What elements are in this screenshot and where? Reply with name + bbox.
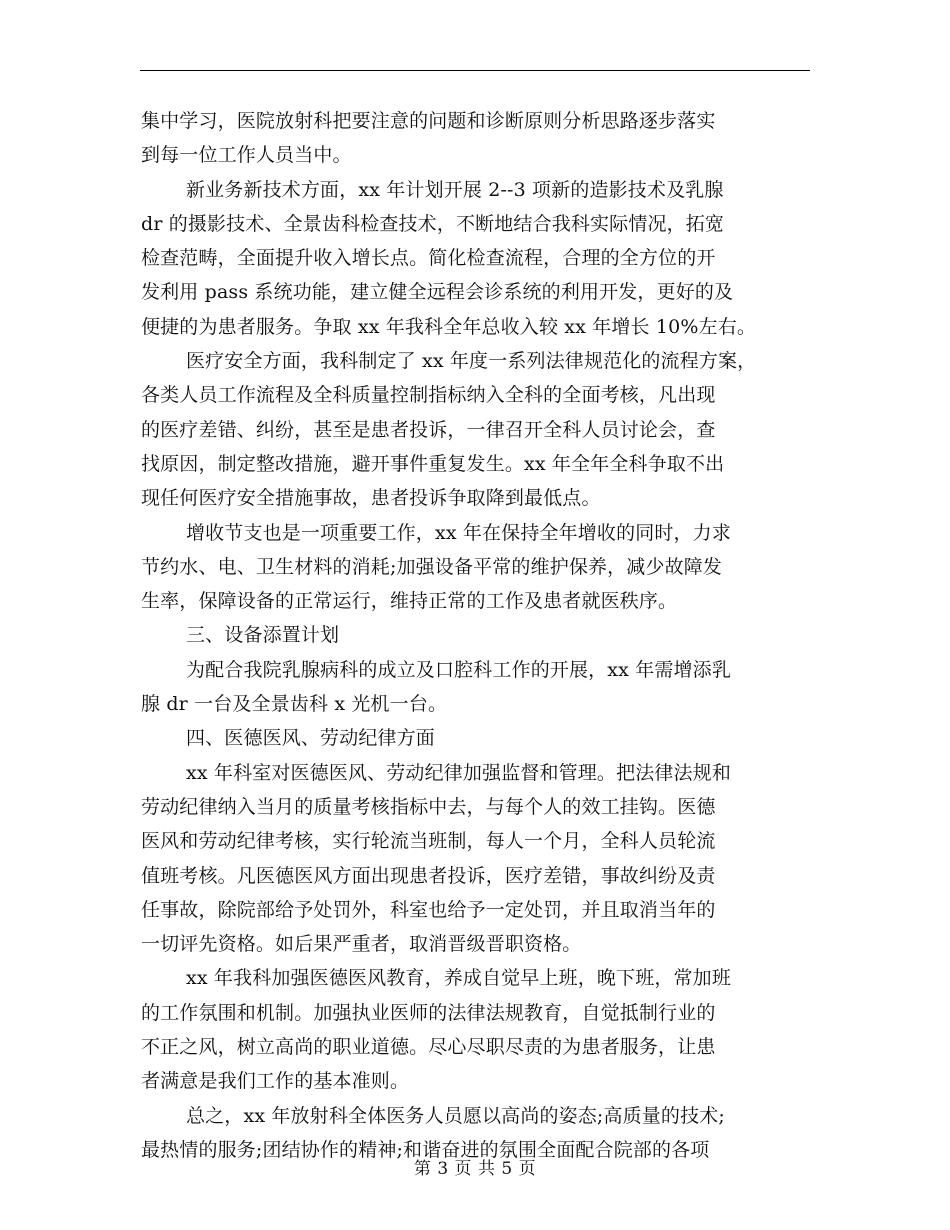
header-rule: [140, 70, 810, 71]
text-line: 劳动纪律纳入当月的质量考核指标中去，与每个人的效工挂钩。医德: [141, 795, 716, 818]
text-line: xx 年科室对医德医风、劳动纪律加强监督和管理。把法律法规和: [186, 761, 731, 784]
text-line: xx 年我科加强医德医风教育，养成自觉早上班，晚下班，常加班: [186, 967, 731, 990]
text-line: 到每一位工作人员当中。: [141, 144, 352, 167]
text-line: 发利用 pass 系统功能，建立健全远程会诊系统的利用开发，更好的及: [141, 281, 734, 304]
text-line: 现任何医疗安全措施事故，患者投诉争取降到最低点。: [141, 487, 601, 510]
text-line: 新业务新技术方面，xx 年计划开展 2--3 项新的造影技术及乳腺: [186, 178, 724, 201]
text-line: 节约水、电、卫生材料的消耗;加强设备平常的维护保养，减少故障发: [141, 555, 723, 578]
text-line: 腺 dr 一台及全景齿科 x 光机一台。: [141, 693, 448, 716]
text-line: 医风和劳动纪律考核，实行轮流当班制，每人一个月，全科人员轮流: [141, 830, 716, 853]
text-line: 不正之风，树立高尚的职业道德。尽心尽职尽责的为患者服务，让患: [141, 1036, 716, 1059]
text-line: 生率，保障设备的正常运行，维持正常的工作及患者就医秩序。: [141, 590, 678, 613]
text-line: 的工作氛围和机制。加强执业医师的法律法规教育，自觉抵制行业的: [141, 1001, 716, 1024]
text-line: 医疗安全方面，我科制定了 xx 年度一系列法律规范化的流程方案，: [186, 350, 757, 373]
text-line: 检查范畴，全面提升收入增长点。简化检查流程，合理的全方位的开: [141, 247, 716, 270]
text-line: 值班考核。凡医德医风方面出现患者投诉，医疗差错，事故纠纷及责: [141, 864, 716, 887]
document-body: [141, 104, 813, 1167]
text-line: dr 的摄影技术、全景齿科检查技术，不断地结合我科实际情况，拓宽: [141, 212, 725, 235]
text-line: 总之，xx 年放射科全体医务人员愿以高尚的姿态;高质量的技术;: [186, 1104, 725, 1127]
text-line: 增收节支也是一项重要工作，xx 年在保持全年增收的同时，力求: [186, 521, 731, 544]
text-line: 者满意是我们工作的基本准则。: [141, 1070, 410, 1093]
text-line: 的医疗差错、纠纷，甚至是患者投诉，一律召开全科人员讨论会，查: [141, 418, 716, 441]
text-line: 便捷的为患者服务。争取 xx 年我科全年总收入较 xx 年增长 10%左右。: [141, 315, 756, 338]
text-line: 三、设备添置计划: [186, 624, 340, 647]
text-line: 最热情的服务;团结协作的精神;和谐奋进的氛围全面配合院部的各项: [141, 1138, 710, 1161]
text-line: 四、医德医风、劳动纪律方面: [186, 727, 435, 750]
text-line: 为配合我院乳腺病科的成立及口腔科工作的开展，xx 年需增添乳: [186, 658, 731, 681]
text-line: 集中学习，医院放射科把要注意的问题和诊断原则分析思路逐步落实: [141, 110, 716, 132]
text-line: 任事故，除院部给予处罚外，科室也给予一定处罚，并且取消当年的: [141, 898, 716, 921]
page-number: 第 3 页 共 5 页: [413, 1159, 537, 1179]
text-line: 找原因，制定整改措施，避开事件重复发生。xx 年全年全科争取不出: [141, 452, 725, 475]
text-line: 各类人员工作流程及全科质量控制指标纳入全科的全面考核，凡出现: [141, 384, 716, 407]
text-line: 一切评先资格。如后果严重者，取消晋级晋职资格。: [141, 933, 582, 956]
